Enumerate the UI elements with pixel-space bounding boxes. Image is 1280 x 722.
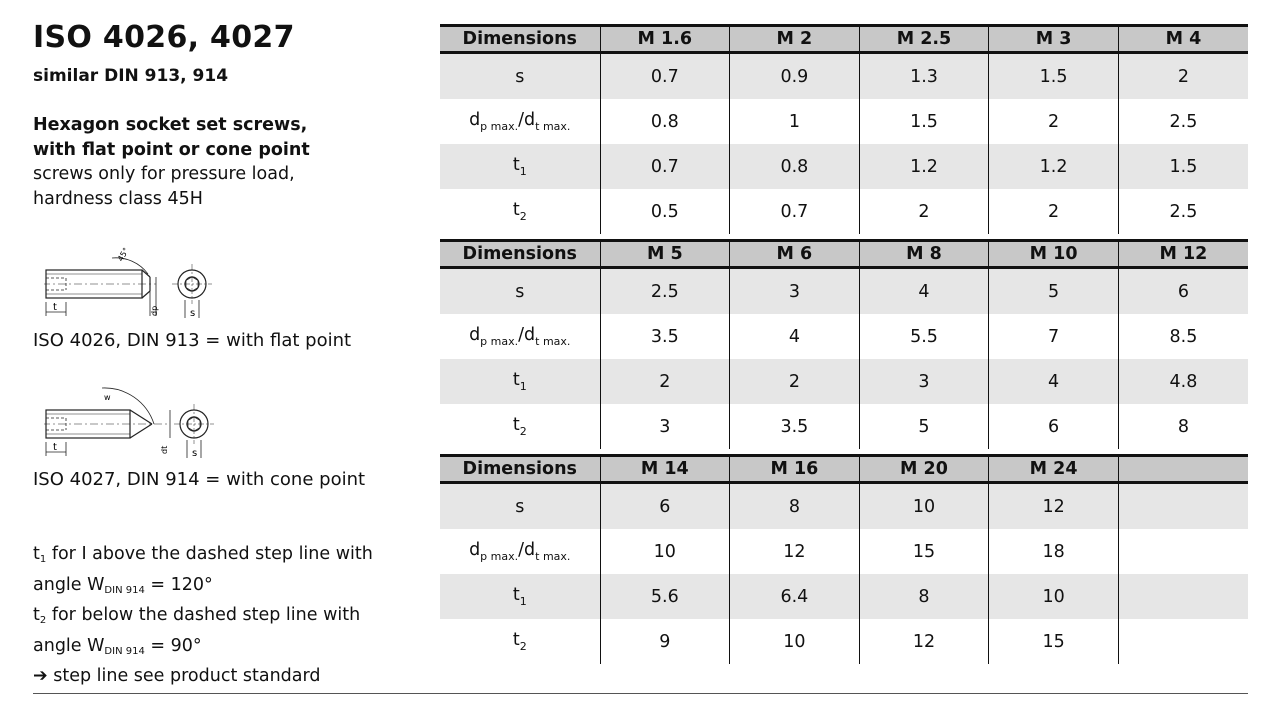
- product-description: [33, 113, 310, 211]
- table-row-t1: [440, 359, 1248, 404]
- row-label-t2: [440, 404, 600, 449]
- dimensions-table-1: [440, 24, 1248, 234]
- table-row-d: [440, 529, 1248, 574]
- dimensions-table-2: [440, 239, 1248, 449]
- table-header-row: [440, 456, 1248, 483]
- table-cell: 5.5: [859, 314, 989, 359]
- note-t1-angle-prefix: angle W: [33, 574, 105, 595]
- row-label-d: [440, 314, 600, 359]
- table-row-s: [440, 268, 1248, 315]
- dimensions-table-3: [440, 454, 1248, 664]
- table-cell: 1.3: [859, 53, 989, 100]
- note-t1-sub: 1: [39, 554, 47, 565]
- table-cell: 1: [730, 99, 860, 144]
- table-cell: 0.7: [600, 53, 730, 100]
- table-cell: 0.9: [730, 53, 860, 100]
- table-cell: 6.4: [730, 574, 860, 619]
- table-cell: 2: [730, 359, 860, 404]
- row-label-s: s: [440, 483, 600, 530]
- table-cell: 1.5: [859, 99, 989, 144]
- table-row-t1: [440, 144, 1248, 189]
- table-cell: 3: [730, 268, 860, 315]
- fig2-t-label: t: [53, 442, 57, 453]
- table-header-row: [440, 241, 1248, 268]
- figure2-caption: ISO 4027, DIN 914 = with cone point: [33, 469, 366, 490]
- page-subtitle: similar DIN 913, 914: [33, 66, 229, 86]
- description-bold-line-1: Hexagon socket set screws,: [33, 115, 308, 135]
- row-label-d-sub2: t max.: [535, 120, 571, 133]
- table-cell: 15: [989, 619, 1119, 664]
- table-cell: 3: [600, 404, 730, 449]
- table-cell: 2.5: [1118, 189, 1248, 234]
- note-t1-symbol: t: [33, 544, 40, 564]
- note-t2-sub: 2: [39, 615, 47, 626]
- table-row-t2: [440, 189, 1248, 234]
- size-header: [1118, 456, 1248, 483]
- note-t2-angle-sub: DIN 914: [104, 645, 145, 657]
- row-label-d: [440, 529, 600, 574]
- table-cell: 8: [1118, 404, 1248, 449]
- size-header: M 24: [989, 456, 1119, 483]
- table-cell: 0.7: [730, 189, 860, 234]
- table-cell: 4.8: [1118, 359, 1248, 404]
- table-cell: 6: [1118, 268, 1248, 315]
- row-label-d-slash: /d: [518, 110, 536, 130]
- page-title: ISO 4026, 4027: [33, 20, 295, 55]
- table-cell: [1118, 529, 1248, 574]
- table-cell: 4: [989, 359, 1119, 404]
- size-header: M 4: [1118, 26, 1248, 53]
- description-line-4: hardness class 45H: [33, 188, 203, 209]
- cone-point-screw-drawing: [44, 384, 224, 462]
- table-cell: 3.5: [730, 404, 860, 449]
- size-header: M 6: [730, 241, 860, 268]
- note-t2-angle-prefix: angle W: [33, 635, 105, 656]
- row-label-t2-main: t: [512, 630, 520, 650]
- table-cell: 0.7: [600, 144, 730, 189]
- size-header: M 2: [730, 26, 860, 53]
- row-label-t2-sub: 2: [519, 425, 527, 438]
- note-t1-angle-value: = 120°: [144, 574, 213, 595]
- row-label-t1-sub: 1: [519, 165, 527, 178]
- table-cell: 0.8: [600, 99, 730, 144]
- row-label-t2-main: t: [512, 200, 520, 220]
- row-label-t2: [440, 619, 600, 664]
- table-cell: 0.5: [600, 189, 730, 234]
- table-cell: 2: [859, 189, 989, 234]
- row-label-d-sub2: t max.: [535, 335, 571, 348]
- row-label-d-slash: /d: [518, 325, 536, 345]
- table-cell: 4: [859, 268, 989, 315]
- table-row-d: [440, 314, 1248, 359]
- note-t2-text: for below the dashed step line with: [46, 605, 361, 625]
- size-header: M 2.5: [859, 26, 989, 53]
- table-cell: 6: [989, 404, 1119, 449]
- size-header: M 5: [600, 241, 730, 268]
- row-label-t1-main: t: [512, 155, 520, 175]
- size-header: M 12: [1118, 241, 1248, 268]
- table-cell: 2: [1118, 53, 1248, 100]
- step-line-footnote: ➔ step line see product standard: [33, 666, 321, 686]
- note-t1-text: for I above the dashed step line with: [46, 544, 373, 564]
- table-cell: 10: [730, 619, 860, 664]
- row-label-t1-main: t: [512, 585, 520, 605]
- step-line-notes: [33, 542, 373, 664]
- row-label-d-slash: /d: [518, 540, 536, 560]
- table-cell: 2: [989, 189, 1119, 234]
- description-bold-line-2: with flat point or cone point: [33, 139, 310, 160]
- size-header: M 16: [730, 456, 860, 483]
- table-cell: 4: [730, 314, 860, 359]
- row-label-t2: [440, 189, 600, 234]
- row-label-t1: [440, 359, 600, 404]
- fig1-s-label: s: [190, 308, 196, 319]
- table-cell: 15: [859, 529, 989, 574]
- description-line-3: screws only for pressure load,: [33, 164, 295, 184]
- row-label-d-sub1: p max.: [480, 550, 519, 563]
- table-cell: 3.5: [600, 314, 730, 359]
- note-t2-symbol: t: [33, 605, 40, 625]
- size-header: M 3: [989, 26, 1119, 53]
- dimensions-header: Dimensions: [440, 456, 600, 483]
- table-cell: [1118, 483, 1248, 530]
- row-label-d-sub2: t max.: [535, 550, 571, 563]
- row-label-d-main: d: [469, 110, 481, 130]
- row-label-t2-main: t: [512, 415, 520, 435]
- table-cell: 2.5: [600, 268, 730, 315]
- table-cell: 6: [600, 483, 730, 530]
- table-cell: 10: [600, 529, 730, 574]
- table-cell: 1.5: [1118, 144, 1248, 189]
- bottom-divider: [33, 693, 1248, 694]
- fig1-angle-label: 45°: [115, 246, 131, 263]
- table-cell: 10: [989, 574, 1119, 619]
- table-cell: 10: [859, 483, 989, 530]
- table-cell: 9: [600, 619, 730, 664]
- row-label-t1: [440, 574, 600, 619]
- fig2-s-label: s: [192, 448, 198, 459]
- table-cell: [1118, 574, 1248, 619]
- table-cell: 12: [989, 483, 1119, 530]
- figure1-caption: ISO 4026, DIN 913 = with flat point: [33, 330, 352, 351]
- row-label-t1: [440, 144, 600, 189]
- row-label-t2-sub: 2: [519, 210, 527, 223]
- row-label-t1-sub: 1: [519, 380, 527, 393]
- fig1-t-label: t: [53, 302, 57, 313]
- table-cell: 5.6: [600, 574, 730, 619]
- fig2-d-label: dt: [160, 445, 169, 454]
- table-cell: 7: [989, 314, 1119, 359]
- size-header: M 14: [600, 456, 730, 483]
- size-header: M 20: [859, 456, 989, 483]
- note-t1-angle-sub: DIN 914: [104, 584, 145, 596]
- fig2-angle-label: w: [104, 393, 111, 402]
- row-label-t1-sub: 1: [519, 595, 527, 608]
- row-label-t1-main: t: [512, 370, 520, 390]
- table-cell: 1.2: [859, 144, 989, 189]
- table-cell: 8: [730, 483, 860, 530]
- table-cell: 18: [989, 529, 1119, 574]
- table-cell: 1.2: [989, 144, 1119, 189]
- table-cell: [1118, 619, 1248, 664]
- table-cell: 3: [859, 359, 989, 404]
- table-cell: 1.5: [989, 53, 1119, 100]
- table-cell: 5: [859, 404, 989, 449]
- table-cell: 8.5: [1118, 314, 1248, 359]
- table-cell: 12: [859, 619, 989, 664]
- table-row-s: [440, 483, 1248, 530]
- flat-point-screw-drawing: [44, 244, 224, 322]
- table-cell: 0.8: [730, 144, 860, 189]
- table-cell: 2.5: [1118, 99, 1248, 144]
- table-row-t2: [440, 404, 1248, 449]
- table-row-t2: [440, 619, 1248, 664]
- size-header: M 8: [859, 241, 989, 268]
- table-cell: 12: [730, 529, 860, 574]
- row-label-d: [440, 99, 600, 144]
- row-label-s: s: [440, 268, 600, 315]
- dimensions-header: Dimensions: [440, 26, 600, 53]
- row-label-d-main: d: [469, 540, 481, 560]
- table-cell: 5: [989, 268, 1119, 315]
- row-label-d-sub1: p max.: [480, 335, 519, 348]
- table-row-t1: [440, 574, 1248, 619]
- table-cell: 2: [600, 359, 730, 404]
- fig1-d-label: dp: [150, 305, 159, 316]
- table-cell: 8: [859, 574, 989, 619]
- dimensions-header: Dimensions: [440, 241, 600, 268]
- table-header-row: [440, 26, 1248, 53]
- row-label-t2-sub: 2: [519, 640, 527, 653]
- row-label-d-main: d: [469, 325, 481, 345]
- row-label-d-sub1: p max.: [480, 120, 519, 133]
- table-row-s: [440, 53, 1248, 100]
- table-row-d: [440, 99, 1248, 144]
- note-t2-angle-value: = 90°: [144, 635, 202, 656]
- size-header: M 10: [989, 241, 1119, 268]
- size-header: M 1.6: [600, 26, 730, 53]
- table-cell: 2: [989, 99, 1119, 144]
- row-label-s: s: [440, 53, 600, 100]
